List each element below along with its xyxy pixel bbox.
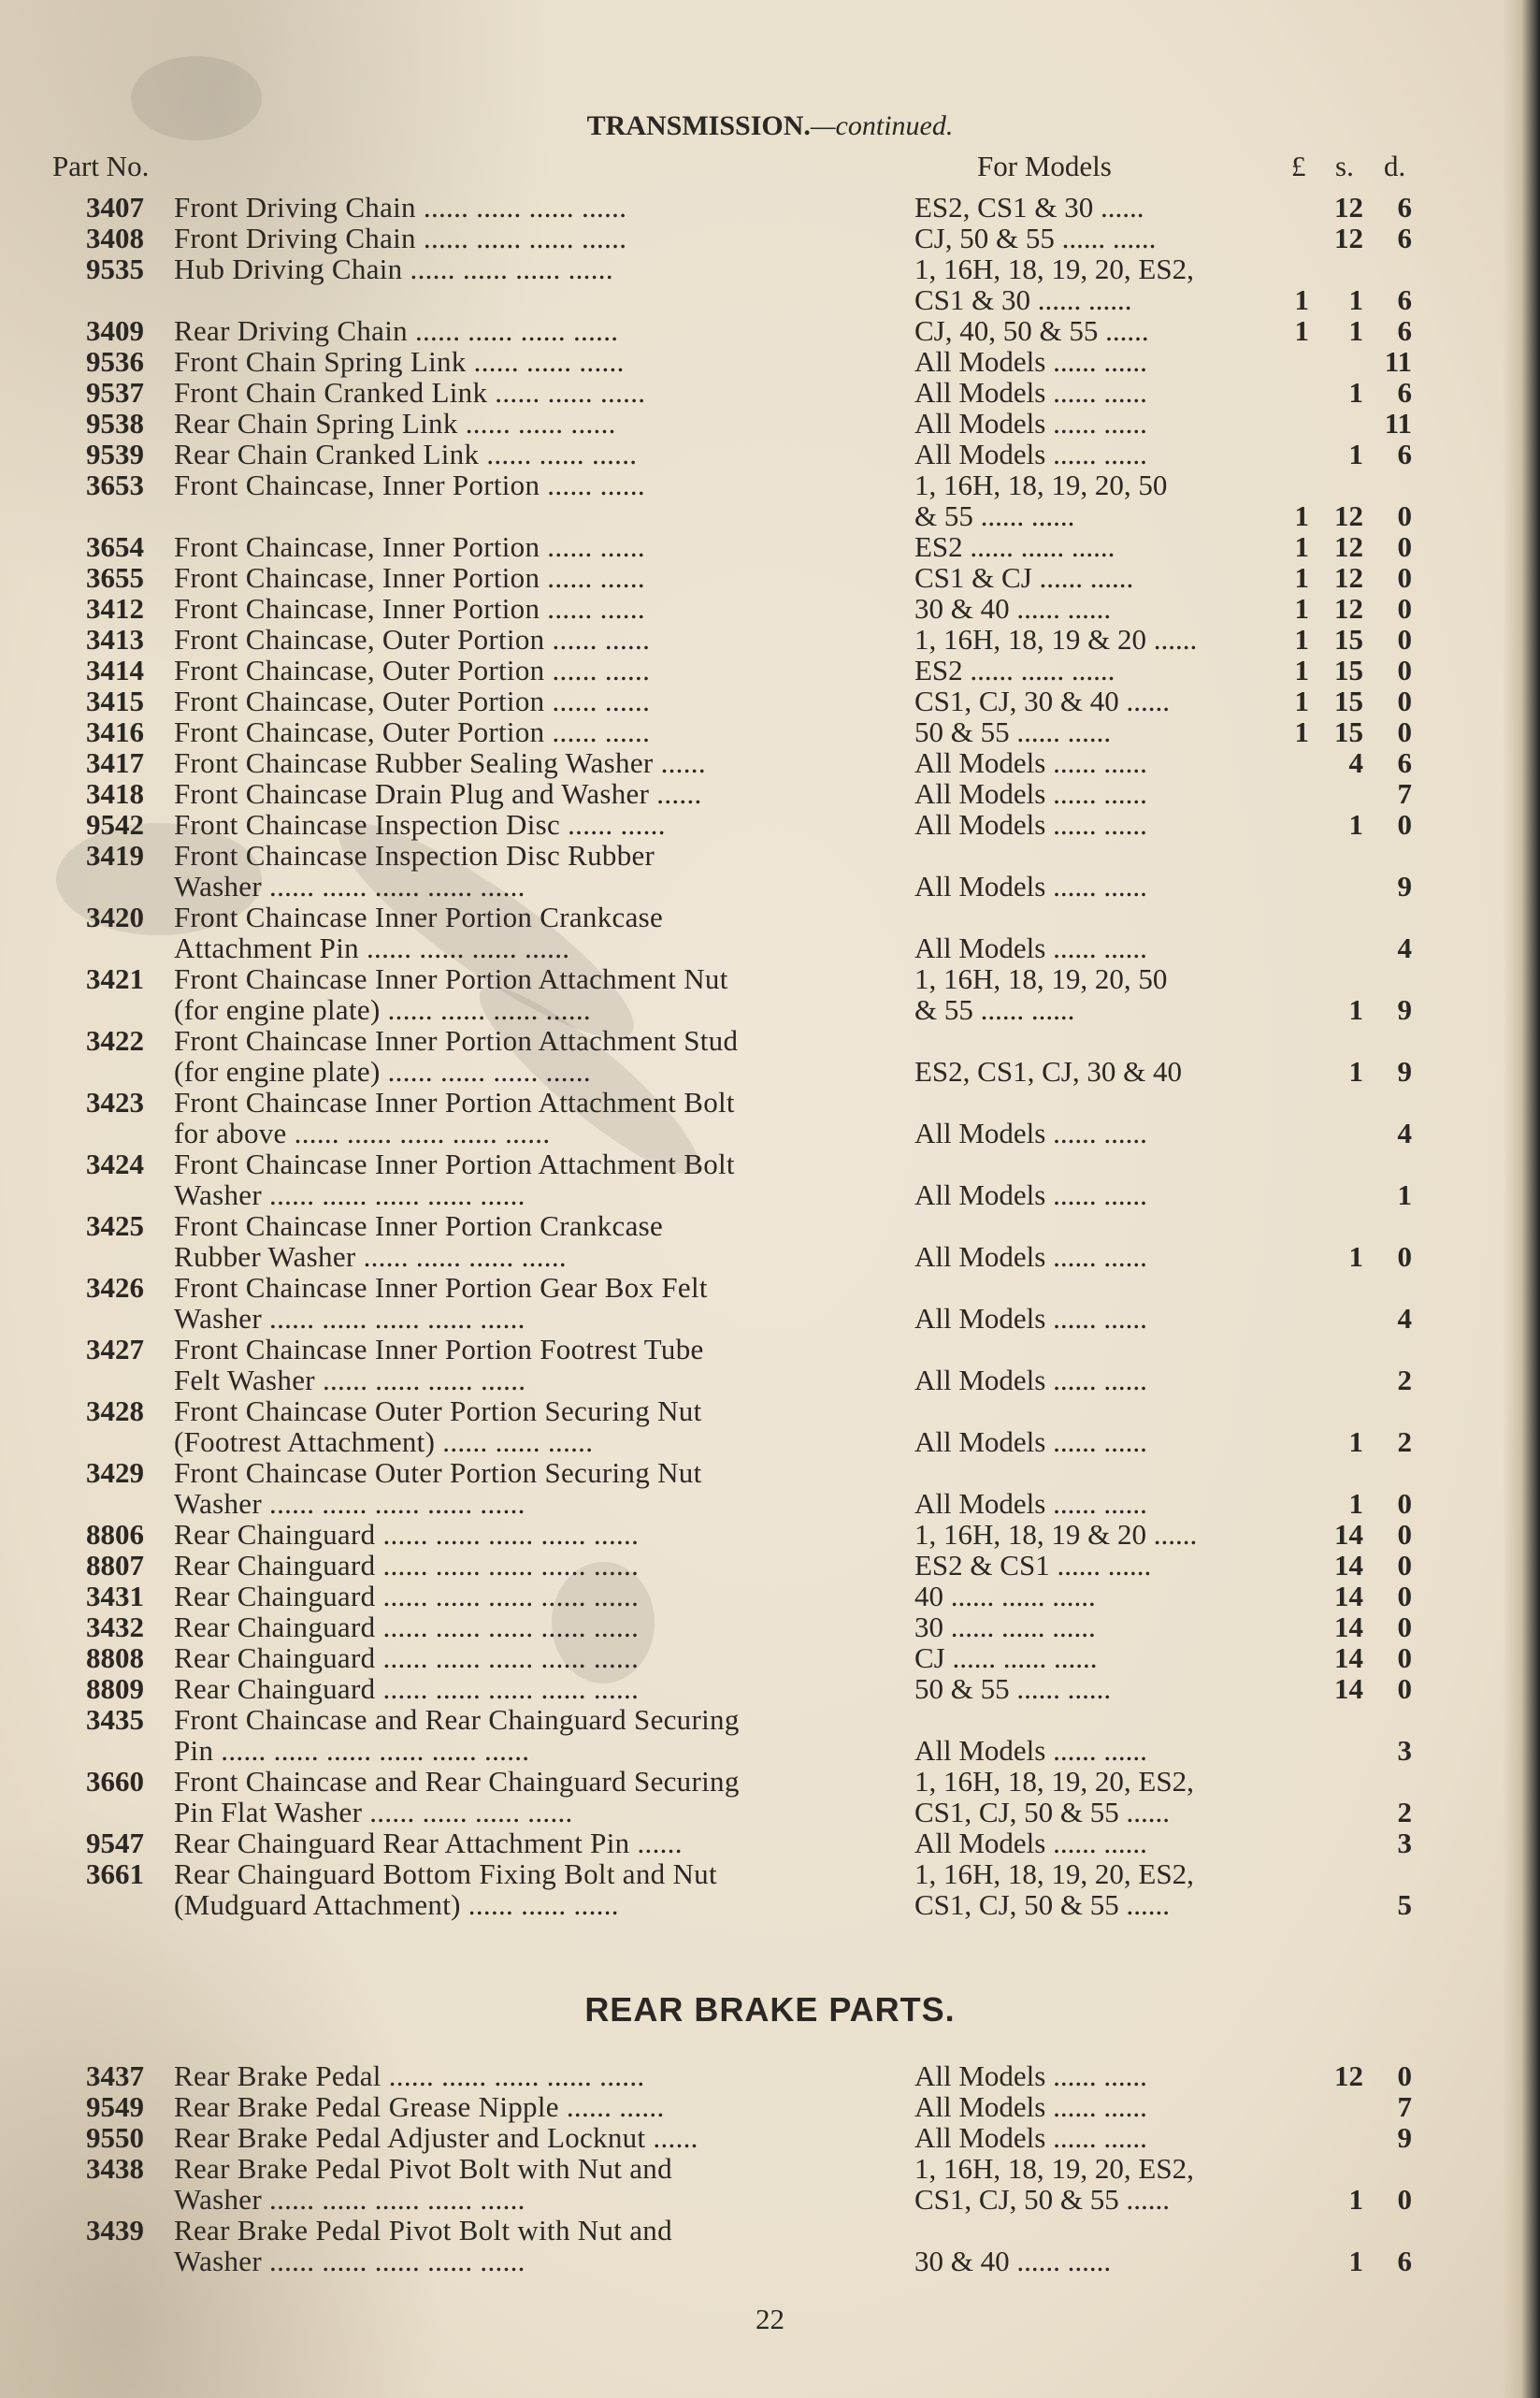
part-description: Rear Chain Cranked Link ...... ...... ...... <box>174 438 638 470</box>
price-pence: 0 <box>1397 592 1412 625</box>
for-models: All Models ...... ...... <box>914 1364 1147 1396</box>
for-models: ES2, CS1, CJ, 30 & 40 <box>914 1055 1182 1088</box>
price-pence: 1 <box>1397 1178 1412 1211</box>
for-models: CS1 & CJ ...... ...... <box>914 561 1134 594</box>
column-header-pence: d. <box>1384 150 1406 182</box>
price-pence: 0 <box>1397 2183 1412 2216</box>
price-pence: 6 <box>1397 222 1412 254</box>
part-description: Rear Chainguard ...... ...... ...... ...... ...... <box>174 1549 640 1582</box>
price-shillings: 14 <box>1334 1549 1363 1582</box>
part-description: Rear Chainguard Rear Attachment Pin ...... <box>174 1827 683 1859</box>
part-description: Front Chaincase, Outer Portion ...... ...... <box>174 715 651 748</box>
for-models: 40 ...... ...... ...... <box>914 1580 1096 1612</box>
part-description: Rear Chainguard ...... ...... ...... ...... ...... <box>174 1611 640 1643</box>
price-pence: 4 <box>1397 1302 1412 1335</box>
part-description: Front Chaincase Inner Portion Crankcase Attachment Pin ...... ...... ...... ...... <box>174 901 664 964</box>
part-number: 3654 <box>86 530 144 563</box>
price-pence: 0 <box>1397 1240 1412 1273</box>
part-description: Front Chaincase, Inner Portion ...... ...... <box>174 561 645 594</box>
price-shillings: 1 <box>1348 314 1363 347</box>
price-pence: 6 <box>1397 438 1412 470</box>
for-models: 30 & 40 ...... ...... <box>914 2245 1112 2277</box>
part-number: 3435 <box>86 1703 144 1736</box>
price-pence: 2 <box>1397 1364 1412 1396</box>
for-models: 30 ...... ...... ...... <box>914 1611 1096 1643</box>
part-number: 3660 <box>86 1765 144 1798</box>
price-shillings: 15 <box>1334 654 1363 686</box>
part-number: 8808 <box>86 1641 144 1674</box>
price-shillings: 12 <box>1334 222 1363 254</box>
price-pence: 9 <box>1397 993 1412 1026</box>
for-models: All Models ...... ...... <box>914 870 1147 903</box>
price-pounds: 1 <box>1294 283 1309 316</box>
for-models: All Models ...... ...... <box>914 746 1147 779</box>
price-pence: 0 <box>1397 1611 1412 1643</box>
part-number: 9536 <box>86 345 144 378</box>
part-number: 3416 <box>86 715 144 748</box>
price-pounds: 1 <box>1294 499 1309 532</box>
for-models: All Models ...... ...... <box>914 2059 1147 2092</box>
price-pence: 6 <box>1397 746 1412 779</box>
price-pence: 4 <box>1397 1117 1412 1149</box>
part-description: Rear Brake Pedal Pivot Bolt with Nut and Washer ...... ...... ...... ...... ...... <box>174 2152 672 2216</box>
price-shillings: 1 <box>1348 2245 1363 2277</box>
part-description: Front Chaincase, Inner Portion ...... ...... <box>174 592 645 625</box>
price-shillings: 4 <box>1348 746 1363 779</box>
for-models: All Models ...... ...... <box>914 1487 1147 1520</box>
for-models: 50 & 55 ...... ...... <box>914 715 1112 748</box>
price-pence: 9 <box>1397 870 1412 903</box>
price-shillings: 14 <box>1334 1672 1363 1705</box>
part-description: Front Chaincase and Rear Chainguard Securing Pin ...... ...... ...... ...... ...... ...... <box>174 1703 740 1767</box>
price-pence: 6 <box>1397 314 1412 347</box>
price-shillings: 12 <box>1334 592 1363 625</box>
price-shillings: 14 <box>1334 1580 1363 1612</box>
part-number: 3421 <box>86 962 144 995</box>
part-number: 3408 <box>86 222 144 254</box>
part-description: Front Chaincase Inner Portion Gear Box Felt Washer ...... ...... ...... ...... ...... <box>174 1271 708 1335</box>
binding-edge <box>1503 0 1540 2398</box>
for-models: CS1, CJ, 30 & 40 ...... <box>914 685 1171 717</box>
price-shillings: 15 <box>1334 715 1363 748</box>
price-shillings: 1 <box>1348 1425 1363 1458</box>
part-description: Front Chaincase Inspection Disc ...... ...... <box>174 808 666 841</box>
part-description: Front Chain Cranked Link ...... ...... ...... <box>174 376 646 409</box>
part-number: 8809 <box>86 1672 144 1705</box>
part-description: Front Chaincase, Inner Portion ...... ...... <box>174 530 645 563</box>
part-description: Rear Chainguard ...... ...... ...... ...... ...... <box>174 1641 640 1674</box>
page-number: 22 <box>756 2303 784 2335</box>
part-number: 3413 <box>86 623 144 656</box>
price-shillings: 1 <box>1348 808 1363 841</box>
part-number: 3417 <box>86 746 144 779</box>
part-number: 3415 <box>86 685 144 717</box>
part-description: Front Chaincase, Outer Portion ...... ...... <box>174 623 651 656</box>
price-pence: 0 <box>1397 2059 1412 2092</box>
price-pounds: 1 <box>1294 685 1309 717</box>
price-pence: 0 <box>1397 1672 1412 1705</box>
part-number: 3423 <box>86 1086 144 1119</box>
section-title-rear-brake: REAR BRAKE PARTS. <box>584 1990 956 2029</box>
price-pence: 11 <box>1384 407 1412 440</box>
price-shillings: 12 <box>1334 530 1363 563</box>
for-models: All Models ...... ...... <box>914 932 1147 964</box>
price-shillings: 1 <box>1348 1055 1363 1088</box>
price-pence: 4 <box>1397 932 1412 964</box>
part-description: Rear Chainguard ...... ...... ...... ...... ...... <box>174 1580 640 1612</box>
price-pounds: 1 <box>1294 715 1309 748</box>
price-pence: 0 <box>1397 1580 1412 1612</box>
part-number: 3431 <box>86 1580 144 1612</box>
for-models: 30 & 40 ...... ...... <box>914 592 1112 625</box>
part-number: 3427 <box>86 1333 144 1365</box>
price-shillings: 14 <box>1334 1518 1363 1551</box>
price-pence: 0 <box>1397 808 1412 841</box>
price-shillings: 1 <box>1348 283 1363 316</box>
price-shillings: 14 <box>1334 1641 1363 1674</box>
for-models: CJ ...... ...... ...... <box>914 1641 1098 1674</box>
title-main: TRANSMISSION. <box>586 110 811 141</box>
price-pence: 0 <box>1397 499 1412 532</box>
part-number: 9537 <box>86 376 144 409</box>
part-description: Hub Driving Chain ...... ...... ...... ...... <box>174 253 613 285</box>
part-description: Front Chaincase Inner Portion Attachment Nut (for engine plate) ...... ...... ...... ...... <box>174 962 728 1026</box>
for-models: 1, 16H, 18, 19 & 20 ...... <box>914 1518 1198 1551</box>
price-pence: 7 <box>1397 2090 1412 2123</box>
for-models: All Models ...... ...... <box>914 438 1147 470</box>
part-description: Front Chaincase Inner Portion Crankcase Rubber Washer ...... ...... ...... ...... <box>174 1209 664 1273</box>
part-number: 3414 <box>86 654 144 686</box>
for-models: ES2 ...... ...... ...... <box>914 530 1115 563</box>
part-number: 3419 <box>86 839 144 872</box>
for-models: ES2 ...... ...... ...... <box>914 654 1115 686</box>
part-number: 3655 <box>86 561 144 594</box>
part-number: 3432 <box>86 1611 144 1643</box>
for-models: All Models ...... ...... <box>914 1734 1147 1767</box>
column-header-shillings: s. <box>1335 150 1354 182</box>
for-models: All Models ...... ...... <box>914 407 1147 440</box>
price-pence: 3 <box>1397 1827 1412 1859</box>
for-models: All Models ...... ...... <box>914 376 1147 409</box>
part-description: Rear Brake Pedal Grease Nipple ...... ...... <box>174 2090 665 2123</box>
part-number: 9538 <box>86 407 144 440</box>
for-models: All Models ...... ...... <box>914 1178 1147 1211</box>
part-number: 9542 <box>86 808 144 841</box>
price-pounds: 1 <box>1294 561 1309 594</box>
for-models: 1, 16H, 18, 19, 20, 50 & 55 ...... ...... <box>914 469 1168 532</box>
price-shillings: 1 <box>1348 993 1363 1026</box>
for-models: 1, 16H, 18, 19, 20, ES2, CS1, CJ, 50 & 55 ...... <box>914 1765 1194 1828</box>
column-header-pounds: £ <box>1291 150 1306 182</box>
price-shillings: 12 <box>1334 2059 1363 2092</box>
price-pence: 0 <box>1397 623 1412 656</box>
price-pence: 0 <box>1397 685 1412 717</box>
part-description: Front Driving Chain ...... ...... ...... ...... <box>174 222 627 254</box>
for-models: All Models ...... ...... <box>914 2121 1147 2154</box>
part-number: 3653 <box>86 469 144 501</box>
title-continued: —continued. <box>810 110 954 141</box>
price-shillings: 1 <box>1348 2183 1363 2216</box>
part-description: Front Chaincase Outer Portion Securing Nut (Footrest Attachment) ...... ...... ...... <box>174 1394 702 1458</box>
price-pounds: 1 <box>1294 623 1309 656</box>
part-number: 3438 <box>86 2152 144 2185</box>
for-models: 1, 16H, 18, 19, 20, ES2, CS1, CJ, 50 & 55 ...... <box>914 2152 1194 2216</box>
part-number: 3428 <box>86 1394 144 1427</box>
price-shillings: 1 <box>1348 1240 1363 1273</box>
price-pounds: 1 <box>1294 654 1309 686</box>
part-description: Front Chaincase, Outer Portion ...... ...... <box>174 654 651 686</box>
price-pence: 3 <box>1397 1734 1412 1767</box>
price-shillings: 14 <box>1334 1611 1363 1643</box>
price-pounds: 1 <box>1294 530 1309 563</box>
for-models: All Models ...... ...... <box>914 345 1147 378</box>
for-models: 50 & 55 ...... ...... <box>914 1672 1112 1705</box>
part-number: 9550 <box>86 2121 144 2154</box>
part-number: 3420 <box>86 901 144 933</box>
part-description: Front Chaincase Inspection Disc Rubber Washer ...... ...... ...... ...... ...... <box>174 839 655 903</box>
for-models: All Models ...... ...... <box>914 808 1147 841</box>
part-description: Front Chaincase, Outer Portion ...... ...... <box>174 685 651 717</box>
price-shillings: 12 <box>1334 191 1363 224</box>
price-pence: 0 <box>1397 654 1412 686</box>
price-shillings: 15 <box>1334 685 1363 717</box>
part-number: 8807 <box>86 1549 144 1582</box>
part-description: Front Chaincase Inner Portion Attachment Bolt for above ...... ...... ...... ...... ...... <box>174 1086 735 1149</box>
price-pence: 9 <box>1397 1055 1412 1088</box>
price-pence: 2 <box>1397 1425 1412 1458</box>
for-models: 1, 16H, 18, 19, 20, ES2, CS1, CJ, 50 & 55 ...... <box>914 1857 1194 1921</box>
part-number: 9549 <box>86 2090 144 2123</box>
part-number: 9547 <box>86 1827 144 1859</box>
part-number: 9539 <box>86 438 144 470</box>
price-pence: 0 <box>1397 715 1412 748</box>
part-description: Front Chaincase Inner Portion Attachment Stud (for engine plate) ...... ...... ...... ...... <box>174 1024 739 1088</box>
price-shillings: 12 <box>1334 561 1363 594</box>
part-number: 3437 <box>86 2059 144 2092</box>
for-models: All Models ...... ...... <box>914 2090 1147 2123</box>
part-description: Rear Brake Pedal Adjuster and Locknut ...... <box>174 2121 698 2154</box>
price-pence: 5 <box>1397 1888 1412 1921</box>
for-models: All Models ...... ...... <box>914 1302 1147 1335</box>
price-pence: 6 <box>1397 191 1412 224</box>
part-description: Front Chaincase Drain Plug and Washer ...... <box>174 777 702 810</box>
for-models: CJ, 40, 50 & 55 ...... <box>914 314 1149 347</box>
column-header-for-models: For Models <box>977 150 1112 182</box>
price-pounds: 1 <box>1294 592 1309 625</box>
price-pence: 9 <box>1397 2121 1412 2154</box>
for-models: All Models ...... ...... <box>914 777 1147 810</box>
part-description: Rear Chainguard Bottom Fixing Bolt and Nut (Mudguard Attachment) ...... ...... ...... <box>174 1857 717 1921</box>
part-number: 3439 <box>86 2214 144 2246</box>
price-pence: 0 <box>1397 561 1412 594</box>
price-pence: 0 <box>1397 530 1412 563</box>
price-pence: 6 <box>1397 376 1412 409</box>
price-pence: 0 <box>1397 1518 1412 1551</box>
part-description: Front Chaincase Outer Portion Securing Nut Washer ...... ...... ...... ...... ...... <box>174 1456 702 1520</box>
price-pence: 11 <box>1384 345 1412 378</box>
part-description: Rear Brake Pedal Pivot Bolt with Nut and Washer ...... ...... ...... ...... ...... <box>174 2214 672 2277</box>
part-number: 3661 <box>86 1857 144 1890</box>
price-pence: 0 <box>1397 1487 1412 1520</box>
price-shillings: 15 <box>1334 623 1363 656</box>
part-number: 3425 <box>86 1209 144 1242</box>
part-description: Front Driving Chain ...... ...... ...... ...... <box>174 191 627 224</box>
part-number: 3429 <box>86 1456 144 1489</box>
part-description: Front Chain Spring Link ...... ...... ...... <box>174 345 625 378</box>
part-number: 3418 <box>86 777 144 810</box>
part-number: 3426 <box>86 1271 144 1304</box>
part-number: 3424 <box>86 1148 144 1180</box>
price-pence: 7 <box>1397 777 1412 810</box>
for-models: All Models ...... ...... <box>914 1425 1147 1458</box>
part-description: Front Chaincase, Inner Portion ...... ...... <box>174 469 645 501</box>
price-pence: 2 <box>1397 1796 1412 1828</box>
price-pence: 0 <box>1397 1549 1412 1582</box>
part-description: Rear Chainguard ...... ...... ...... ...... ...... <box>174 1518 640 1551</box>
price-shillings: 12 <box>1334 499 1363 532</box>
price-shillings: 1 <box>1348 438 1363 470</box>
part-description: Rear Driving Chain ...... ...... ...... ...... <box>174 314 619 347</box>
for-models: All Models ...... ...... <box>914 1117 1147 1149</box>
part-description: Front Chaincase Rubber Sealing Washer ...... <box>174 746 706 779</box>
price-shillings: 1 <box>1348 1487 1363 1520</box>
for-models: 1, 16H, 18, 19 & 20 ...... <box>914 623 1198 656</box>
for-models: 1, 16H, 18, 19, 20, 50 & 55 ...... ...... <box>914 962 1168 1026</box>
part-number: 3409 <box>86 314 144 347</box>
part-number: 8806 <box>86 1518 144 1551</box>
price-shillings: 1 <box>1348 376 1363 409</box>
for-models: All Models ...... ...... <box>914 1240 1147 1273</box>
part-description: Front Chaincase and Rear Chainguard Securing Pin Flat Washer ...... ...... ...... ...... <box>174 1765 740 1828</box>
part-number: 9535 <box>86 253 144 285</box>
part-number: 3422 <box>86 1024 144 1057</box>
price-pounds: 1 <box>1294 314 1309 347</box>
part-description: Rear Chainguard ...... ...... ...... ...... ...... <box>174 1672 640 1705</box>
for-models: CJ, 50 & 55 ...... ...... <box>914 222 1157 254</box>
for-models: ES2, CS1 & 30 ...... <box>914 191 1144 224</box>
for-models: 1, 16H, 18, 19, 20, ES2, CS1 & 30 ...... ...... <box>914 253 1194 316</box>
part-description: Rear Chain Spring Link ...... ...... ...... <box>174 407 616 440</box>
part-description: Front Chaincase Inner Portion Footrest Tube Felt Washer ...... ...... ...... ...... <box>174 1333 704 1396</box>
part-number: 3412 <box>86 592 144 625</box>
price-pence: 0 <box>1397 1641 1412 1674</box>
for-models: ES2 & CS1 ...... ...... <box>914 1549 1152 1582</box>
part-description: Front Chaincase Inner Portion Attachment Bolt Washer ...... ...... ...... ...... ...... <box>174 1148 735 1211</box>
part-description: Rear Brake Pedal ...... ...... ...... ...... ...... <box>174 2059 645 2092</box>
column-header-part-no: Part No. <box>52 150 150 182</box>
price-pence: 6 <box>1397 2245 1412 2277</box>
for-models: All Models ...... ...... <box>914 1827 1147 1859</box>
part-number: 3407 <box>86 191 144 224</box>
price-pence: 6 <box>1397 283 1412 316</box>
